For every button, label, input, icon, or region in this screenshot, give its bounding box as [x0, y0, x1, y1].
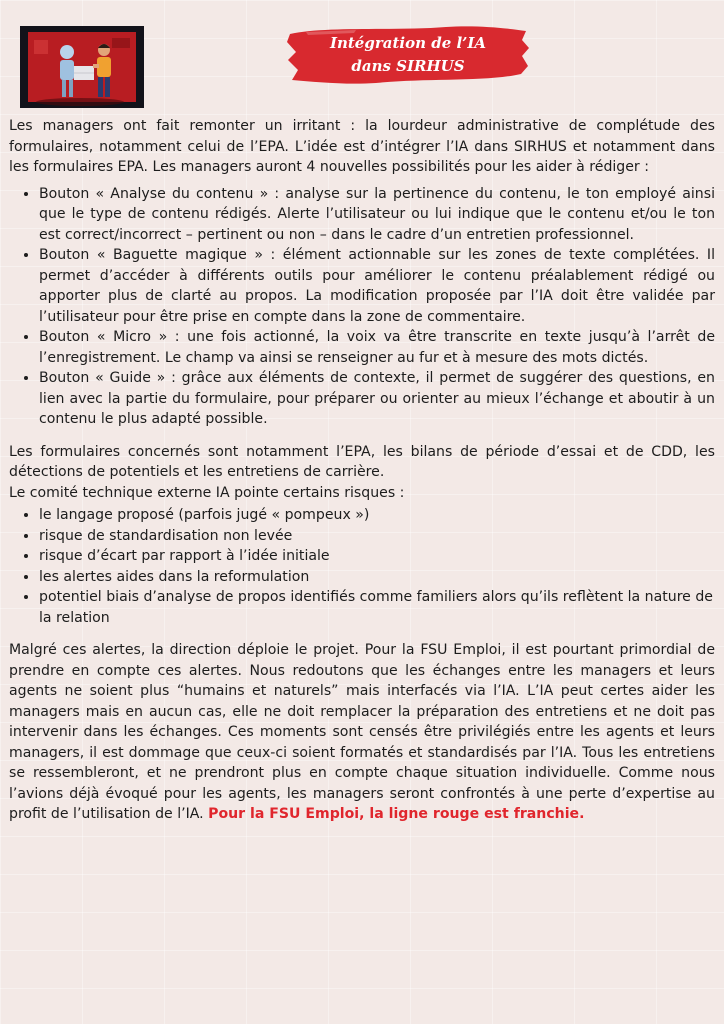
page-title-line1: Intégration de l’IA: [329, 34, 487, 52]
forms-paragraph: Les formulaires concernés sont notamment l’EPA, les bilans de période d’essai et de CDD, les détections de potentiels et les entretiens de carrière.: [9, 443, 715, 480]
risks-intro: Le comité technique externe IA pointe certains risques :: [9, 484, 405, 501]
risk-item: • risque de standardisation non levée: [39, 526, 715, 547]
page-title-line2: dans SIRHUS: [351, 57, 465, 75]
risk-item: • risque d’écart par rapport à l’idée initiale: [39, 546, 715, 567]
title-banner: [286, 22, 530, 88]
risk-list: [9, 505, 715, 628]
feature-item-guide: • Bouton « Guide » : grâce aux éléments de contexte, il permet de suggérer des questions, en lien avec la partie du formulaire, pour préparer ou orienter au mieux l’échange et aboutir à un contenu le plus adapté possible.: [39, 368, 715, 430]
risk-item: • les alertes aides dans la reformulation: [39, 567, 715, 588]
feature-list: [9, 184, 715, 430]
office-workers-illustration: [20, 26, 144, 108]
page-title: [286, 32, 530, 78]
risk-item: • potentiel biais d’analyse de propos identifiés comme familiers alors qu’ils reflètent la nature de la relation: [39, 587, 715, 628]
article-body: [9, 116, 715, 825]
conclusion-paragraph: [9, 640, 715, 825]
feature-item-micro: • Bouton « Micro » : une fois actionné, la voix va être transcrite en texte jusqu’à l’arrêt de l’enregistrement. Le champ va ainsi se renseigner au fur et à mesure des mots dictés.: [39, 327, 715, 368]
feature-item-baguette: • Bouton « Baguette magique » : élément actionnable sur les zones de texte complétées. Il permet d’accéder à différents outils pour améliorer le contenu préalablement rédigé ou apporter plus de clarté au propos. La modification proposée par l’IA doit être validée par l’utilisateur pour être prise en compte dans la zone de commentaire.: [39, 245, 715, 327]
conclusion-text: Malgré ces alertes, la direction déploie le projet. Pour la FSU Emploi, il est pourtant primordial de prendre en compte ces alertes. Nous redoutons que les échanges entre les managers et leurs agents ne soient plus “humains et naturels” mais interfacés via l’IA. L’IA peut certes aider les managers mais en aucun cas, elle ne doit remplacer la préparation des entretiens et ne doit pas intervenir dans les échanges. Ces moments sont censés être privilégiés entre les agents et leurs managers, il est dommage que ceux-ci soient formatés et standardisés par l’IA. Tous les entretiens se ressembleront, et ne prendront plus en compte chaque situation individuelle. Comme nous l’avions déjà évoqué pour les agents, les managers seront confrontés à une perte d’expertise au profit de l’utilisation de l’IA.: [9, 642, 715, 822]
conclusion-highlight: Pour la FSU Emploi, la ligne rouge est franchie.: [208, 806, 585, 822]
feature-item-analyse: • Bouton « Analyse du contenu » : analyse sur la pertinence du contenu, le ton employé ainsi que le type de contenu rédigés. Alerte l’utilisateur ou lui indique que le contenu et/ou le ton est correct/incorrect – pertinent ou non – dans le cadre d’un entretien professionnel.: [39, 184, 715, 246]
intro-paragraph: Les managers ont fait remonter un irritant : la lourdeur administrative de complétude des formulaires, notamment celui de l’EPA. L’idée est d’intégrer l’IA dans SIRHUS et notamment dans les formulaires EPA. Les managers auront 4 nouvelles possibilités pour les aider à rédiger :: [9, 118, 715, 175]
risk-item: • le langage proposé (parfois jugé « pompeux »): [39, 505, 715, 526]
